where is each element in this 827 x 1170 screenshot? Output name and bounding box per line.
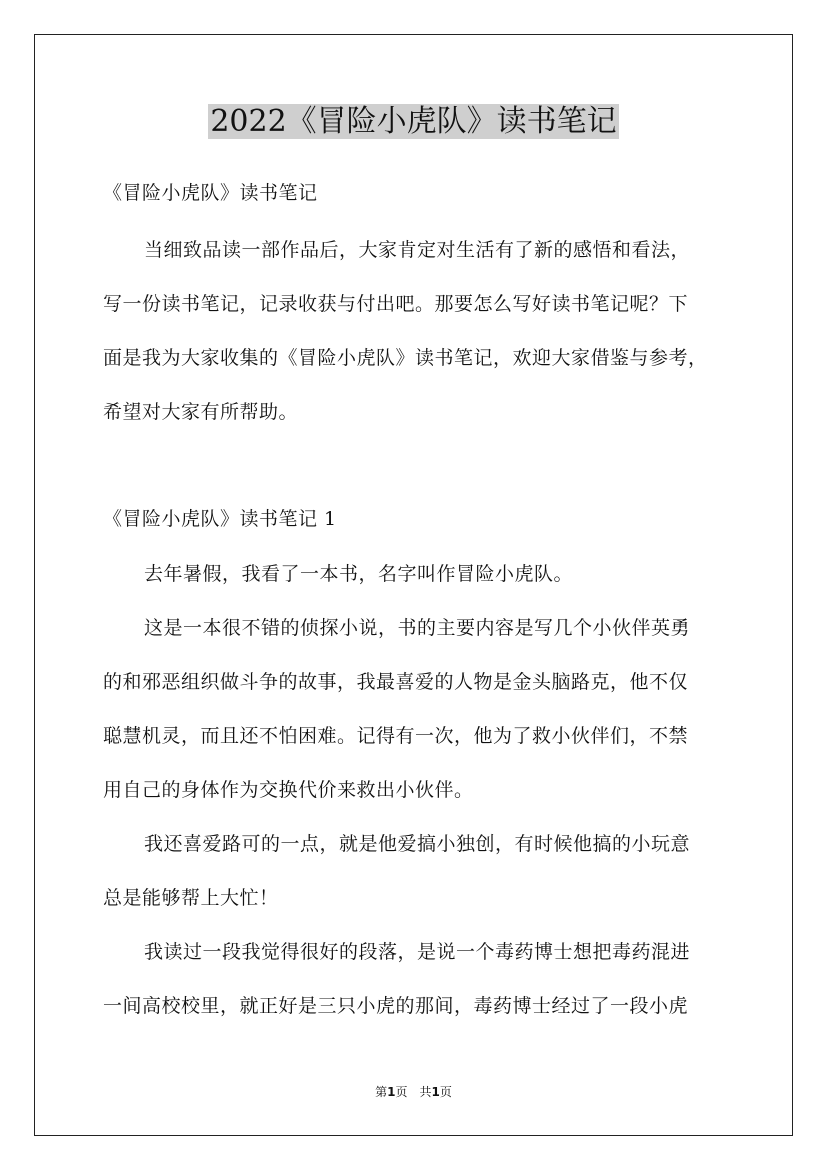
body-line: 这是一本很不错的侦探小说，书的主要内容是写几个小伙伴英勇 [144, 617, 691, 639]
body-line: 去年暑假，我看了一本书，名字叫作冒险小虎队。 [144, 563, 574, 585]
page-footer [0, 1083, 827, 1101]
body-line: 我读过一段我觉得很好的段落，是说一个毒药博士想把毒药混进 [144, 941, 691, 963]
body-line: 一间高校校里，就正好是三只小虎的那间，毒药博士经过了一段小虎 [103, 995, 689, 1017]
body-line: 总是能够帮上大忙！ [103, 887, 279, 909]
intro-line: 希望对大家有所帮助。 [103, 401, 299, 423]
document-title-text: 2022《冒险小虎队》读书笔记 [210, 104, 617, 139]
intro-line: 写一份读书笔记，记录收获与付出吧。那要怎么写好读书笔记呢？下 [103, 293, 689, 315]
body-line: 的和邪恶组织做斗争的故事，我最喜爱的人物是金头脑路克，他不仅 [103, 671, 689, 693]
footer-total-pages: 1 [431, 1085, 440, 1099]
intro-line: 当细致品读一部作品后，大家肯定对生活有了新的感悟和看法， [144, 239, 691, 261]
subtitle: 《冒险小虎队》读书笔记 [103, 182, 318, 204]
footer-page-mid: 页 共 [395, 1085, 432, 1099]
footer-page-number: 1 [387, 1085, 396, 1099]
section-heading: 《冒险小虎队》读书笔记 1 [103, 508, 337, 530]
document-title [0, 100, 827, 144]
body-line: 聪慧机灵，而且还不怕困难。记得有一次，他为了救小伙伴们，不禁 [103, 725, 689, 747]
footer-page-prefix: 第 [375, 1085, 388, 1099]
body-line: 我还喜爱路可的一点，就是他爱搞小独创，有时候他搞的小玩意 [144, 833, 691, 855]
body-line: 用自己的身体作为交换代价来救出小伙伴。 [103, 779, 474, 801]
intro-line: 面是我为大家收集的《冒险小虎队》读书笔记，欢迎大家借鉴与参考， [103, 347, 708, 369]
footer-page-suffix: 页 [439, 1085, 452, 1099]
